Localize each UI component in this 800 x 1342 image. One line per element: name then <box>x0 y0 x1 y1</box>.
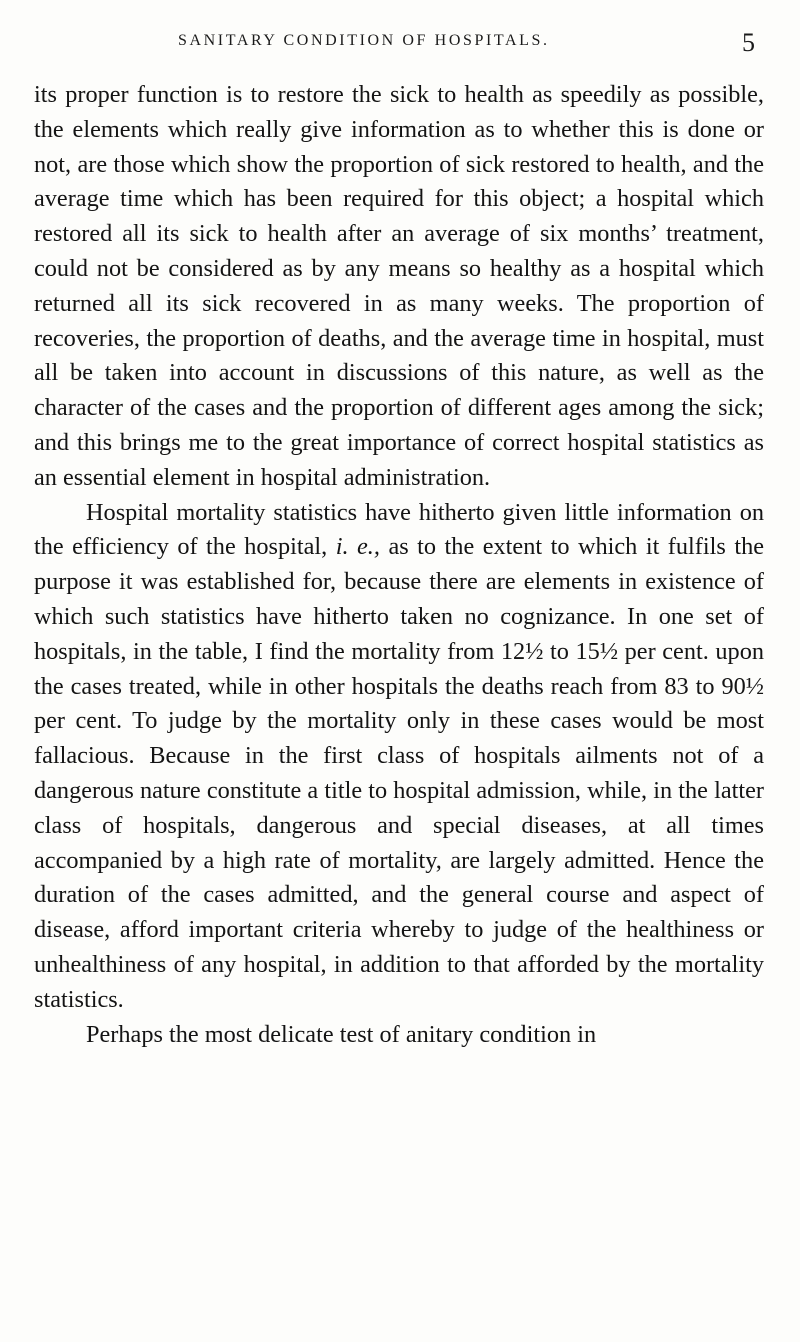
page-number: 5 <box>742 28 755 57</box>
body-text <box>34 78 764 1052</box>
emphasis-ie: i. e., <box>335 533 380 561</box>
paragraph-mortality-statistics <box>34 496 764 1018</box>
paragraph-truncated: Perhaps the most delicate test of anitary condition in <box>86 1020 597 1048</box>
paragraph-text-part: Hospital mortality statistics have hitherto given little information on the efficiency of the hospital, <box>34 498 764 561</box>
running-title: SANITARY CONDITION OF HOSPITALS. <box>178 32 550 49</box>
paragraph-text-part: as to the extent to which it fulfils the purpose it was established for, because there are elements in existence of which such statistics have hitherto taken no cognizance. In one set of hospitals, in the table, I find the mortality from 12½ to 15½ per cent. upon the cases treated, while in other hospitals the deaths reach from 83 to 90½ per cent. To judge by the mortality only in these cases would be most fallacious. Because in the first class of hospitals ailments not of a dangerous nature constitute a title to hospital admission, while, in the latter class of hospitals, dangerous and special diseases, at all times accompanied by a high rate of mortality, are largely admitted. Hence the duration of the cases admitted, and the general course and aspect of disease, afford important criteria whereby to judge of the healthiness or unhealthiness of any hospital, in addition to that afforded by the mortality statistics. <box>34 533 764 1013</box>
paragraph-continued: its proper function is to restore the sick to health as speedily as possible, the elements which really give information as to whether this is done or not, are those which show the proportion of sick restored to health, and the average time which has been required for this object; a hospital which restored all its sick to health after an average of six months’ treatment, could not be considered as by any means so healthy as a hospital which returned all its sick recovered in as many weeks. The proportion of recoveries, the proportion of deaths, and the average time in hospital, must all be taken into account in discussions of this nature, as well as the character of the cases and the proportion of different ages among the sick; and this brings me to the great importance of correct hospital statistics as an essential element in hospital administration. <box>34 81 764 491</box>
running-head <box>0 28 800 57</box>
